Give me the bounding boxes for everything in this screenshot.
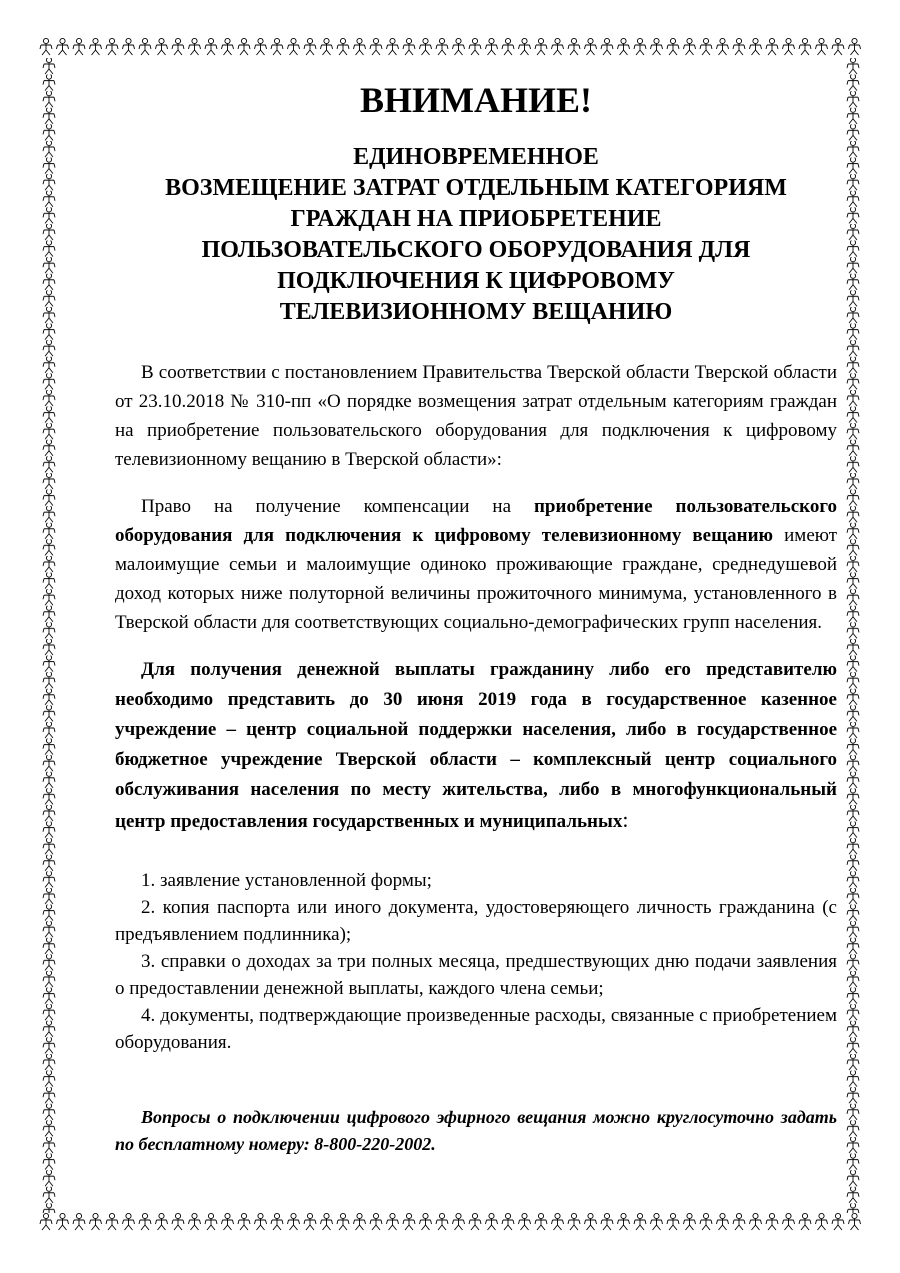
notice-subtitle: [115, 142, 837, 328]
left-border: [38, 58, 60, 1213]
eligibility-text-bold: приобретение пользовательского оборудования для подключения к цифровому телевизионному вещанию: [115, 496, 837, 546]
documents-intro-text: Для получения денежной выплаты гражданину либо его представителю необходимо представить до 30 июня 2019 года в государственное казенное учреждение – центр социальной поддержки населения, либо в государственное бюджетное учреждение Тверской области – комплексный центр социального обслуживания населения по месту жительства, либо в многофункциональный центр предоставления государственных и муниципальных: [115, 659, 837, 832]
eligibility-text-start: Право на получение компенсации на: [141, 496, 534, 517]
subtitle-line: ПОДКЛЮЧЕНИЯ К ЦИФРОВОМУ: [277, 268, 675, 294]
page-title: ВНИМАНИЕ!: [360, 80, 592, 120]
right-border: [842, 58, 864, 1213]
list-item: 4. документы, подтверждающие произведенные расходы, связанные с приобретением оборудования.: [115, 1005, 837, 1053]
subtitle-line: ПОЛЬЗОВАТЕЛЬСКОГО ОБОРУДОВАНИЯ ДЛЯ: [201, 237, 751, 263]
documents-intro-paragraph: [115, 655, 837, 837]
documents-intro-colon: :: [622, 807, 629, 832]
documents-list: [115, 867, 837, 1056]
subtitle-line: ВОЗМЕЩЕНИЕ ЗАТРАТ ОТДЕЛЬНЫМ КАТЕГОРИЯМ: [165, 175, 787, 201]
list-item: 2. копия паспорта или иного документа, удостоверяющего личность гражданина (с предъявлением подлинника);: [115, 897, 837, 945]
list-item: 1. заявление установленной формы;: [141, 870, 432, 891]
intro-paragraph: В соответствии с постановлением Правительства Тверской области Тверской области от 23.10.2018 № 310-пп «О порядке возмещения затрат отдельным категориям граждан на приобретение пользовательского оборудования для подключения к цифровому телевизионному вещанию в Тверской области»:: [115, 362, 837, 470]
notice-content: [115, 80, 837, 1158]
subtitle-line: ЕДИНОВРЕМЕННОЕ: [353, 144, 599, 170]
list-item: 3. справки о доходах за три полных месяца, предшествующих дню подачи заявления о предоставлении денежной выплаты, каждого члена семьи;: [115, 951, 837, 999]
top-border: [38, 36, 864, 58]
hotline-note: Вопросы о подключении цифрового эфирного вещания можно круглосуточно задать по бесплатному номеру: 8-800-220-2002.: [115, 1107, 837, 1154]
subtitle-line: ГРАЖДАН НА ПРИОБРЕТЕНИЕ: [290, 206, 662, 232]
subtitle-line: ТЕЛЕВИЗИОННОМУ ВЕЩАНИЮ: [279, 299, 673, 325]
bottom-border: [38, 1211, 864, 1233]
eligibility-text-end: имеют малоимущие семьи и малоимущие одиноко проживающие граждане, среднедушевой доход которых ниже полуторной величины прожиточного минимума, установленного в Тверской области для соответствующих социально-демографических групп населения.: [115, 525, 837, 633]
eligibility-paragraph: [115, 492, 837, 637]
